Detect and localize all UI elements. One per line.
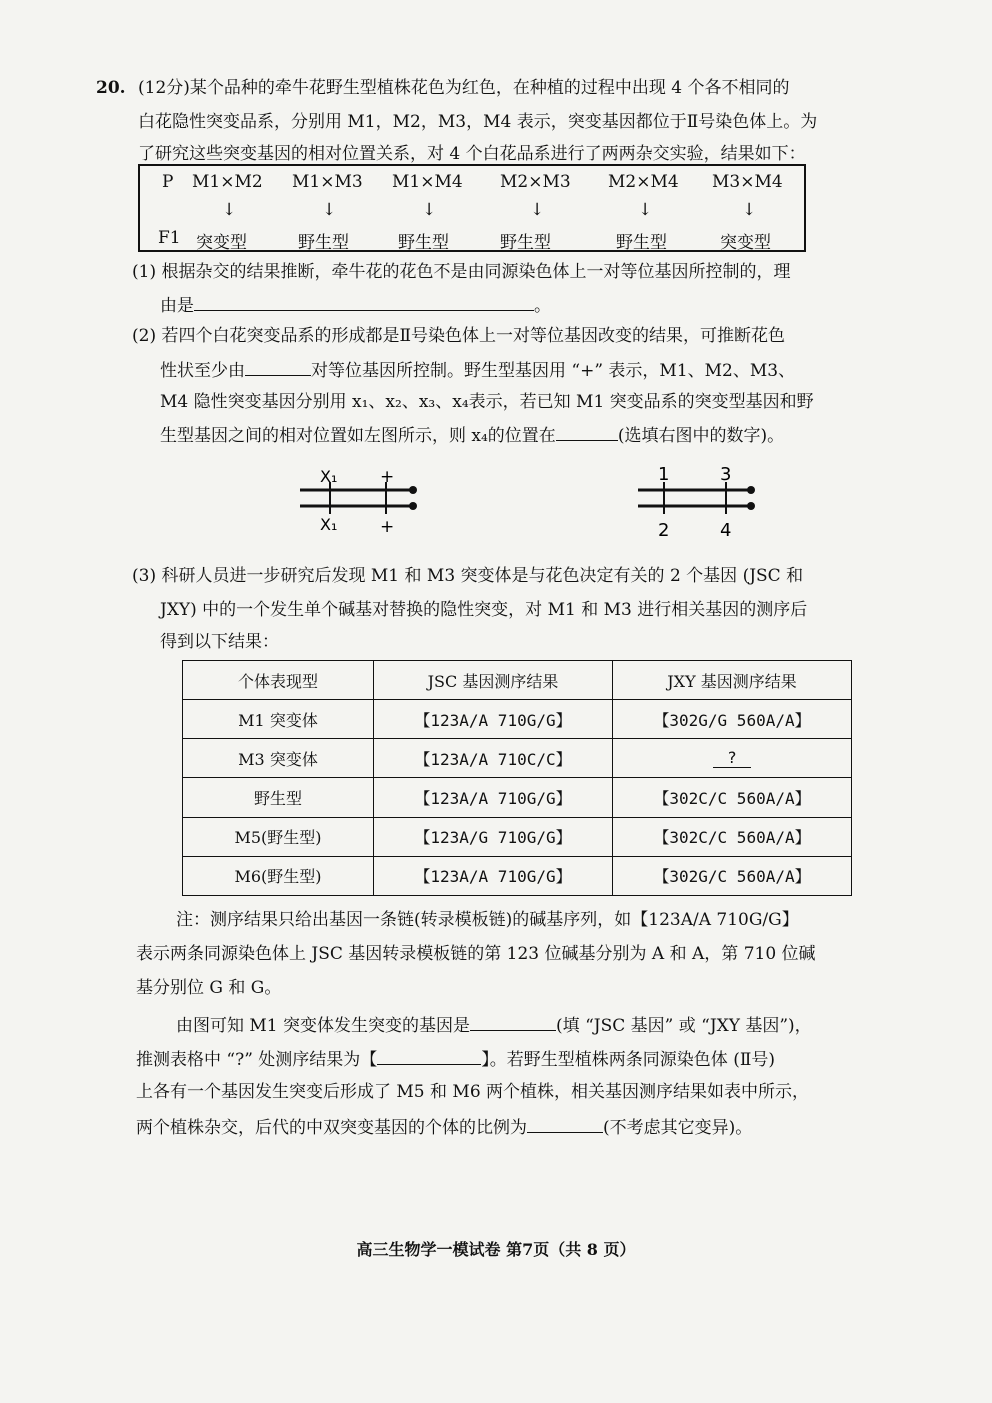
cross-pair: M1×M3 [292, 172, 363, 192]
arrow-icon: ↓ [638, 200, 653, 220]
table-cell: 【123A/A 710G/G】 [374, 700, 613, 739]
cross-pair: M2×M4 [608, 172, 679, 192]
table-cell: M6(野生型) [183, 856, 374, 895]
table-cell: M1 突变体 [183, 700, 374, 739]
answer-blank-1[interactable] [194, 294, 534, 311]
table-cell: 野生型 [183, 778, 374, 817]
cross-pair: M3×M4 [712, 172, 783, 192]
arrow-icon: ↓ [322, 200, 337, 220]
answer-blank-4[interactable] [470, 1014, 556, 1031]
left-bot-b: + [380, 517, 395, 537]
question-number: 20. [96, 78, 126, 98]
table-header: JSC 基因测序结果 [374, 661, 613, 700]
chromosome-diagram-right [628, 460, 778, 542]
left-bot-a: X₁ [320, 515, 338, 534]
cross-pair: M1×M4 [392, 172, 463, 192]
note-line-3: 基分别位 G 和 G。 [136, 978, 282, 998]
note-line-2: 表示两条同源染色体上 JSC 基因转录模板链的第 123 位碱基分别为 A 和 A，第 710 位碱 [136, 944, 816, 964]
table-cell: 【302G/C 560A/A】 [613, 856, 852, 895]
answer-blank-5[interactable] [377, 1048, 481, 1065]
cross-pair: M2×M3 [500, 172, 571, 192]
part2-line-2: 性状至少由 对等位基因所控制。野生型基因用 “+” 表示，M1、M2、M3、 [160, 361, 796, 381]
cross-pair: M1×M2 [192, 172, 263, 192]
chromosome-diagram-left [290, 460, 440, 540]
table-cell: 【123A/A 710C/C】 [374, 739, 613, 778]
table-cell: M5(野生型) [183, 817, 374, 856]
final-line-2: 推测表格中 “?” 处测序结果为【 】。若野生型植株两条同源染色体 (Ⅱ号) [136, 1050, 776, 1070]
cross-result: 突变型 [720, 233, 771, 253]
right-bot-a: 2 [658, 520, 670, 541]
arrow-icon: ↓ [742, 200, 757, 220]
table-cell: 【123A/A 710G/G】 [374, 856, 613, 895]
part2-line-4: 生型基因之间的相对位置如左图所示，则 x₄的位置在 (选填右图中的数字)。 [160, 426, 785, 446]
answer-blank-6[interactable] [527, 1116, 603, 1133]
arrow-icon: ↓ [530, 200, 545, 220]
table-header: 个体表现型 [183, 661, 374, 700]
table-cell: M3 突变体 [183, 739, 374, 778]
table-row [183, 817, 852, 856]
f1-label: F1 [158, 228, 181, 248]
table-cell: 【123A/A 710G/G】 [374, 778, 613, 817]
part1-line-1: (1) 根据杂交的结果推断，牵牛花的花色不是由同源染色体上一对等位基因所控制的，理 [132, 262, 791, 282]
table-header: JXY 基因测序结果 [613, 661, 852, 700]
right-top-b: 3 [720, 464, 732, 485]
right-bot-b: 4 [720, 520, 732, 541]
table-cell: 【123A/G 710G/G】 [374, 817, 613, 856]
cross-result: 野生型 [398, 233, 449, 253]
part2-line-3: M4 隐性突变基因分别用 x₁、x₂、x₃、x₄表示，若已知 M1 突变品系的突变型基因和野 [160, 392, 814, 412]
final-line-3: 上各有一个基因发生突变后形成了 M5 和 M6 两个植株，相关基因测序结果如表中所示， [136, 1082, 810, 1102]
cross-result: 野生型 [616, 233, 667, 253]
cross-result: 野生型 [298, 233, 349, 253]
answer-blank-2[interactable] [245, 359, 311, 376]
right-top-a: 1 [658, 464, 670, 485]
part2-line-1: (2) 若四个白花突变品系的形成都是Ⅱ号染色体上一对等位基因改变的结果，可推断花色 [132, 326, 786, 346]
part3-line-1: (3) 科研人员进一步研究后发现 M1 和 M3 突变体是与花色决定有关的 2 个基因 (JSC 和 [132, 566, 804, 586]
table-header-row [183, 661, 852, 700]
note-line-1: 注：测序结果只给出基因一条链(转录模板链)的碱基序列，如【123A/A 710G/G】 [176, 910, 799, 930]
question-text-line-2: 白花隐性突变品系，分别用 M1，M2，M3，M4 表示，突变基因都位于Ⅱ号染色体上。为 [138, 112, 818, 132]
unknown-mark: ? [713, 748, 751, 768]
table-row [183, 700, 852, 739]
cross-result: 突变型 [196, 233, 247, 253]
cross-result: 野生型 [500, 233, 551, 253]
cross-results-box [138, 164, 806, 252]
part3-line-2: JXY) 中的一个发生单个碱基对替换的隐性突变，对 M1 和 M3 进行相关基因的测序后 [160, 600, 808, 620]
final-line-1: 由图可知 M1 突变体发生突变的基因是 (填 “JSC 基因” 或 “JXY 基因”)， [176, 1016, 812, 1036]
table-cell: 【302C/C 560A/A】 [613, 778, 852, 817]
sequencing-table [182, 660, 852, 896]
table-row [183, 778, 852, 817]
final-line-4: 两个植株杂交，后代的中双突变基因的个体的比例为 (不考虑其它变异)。 [136, 1118, 753, 1138]
left-top-b: + [380, 467, 395, 487]
question-text-line-1: (12分)某个品种的牵牛花野生型植株花色为红色，在种植的过程中出现 4 个各不相同的 [138, 78, 790, 98]
question-text-line-3: 了研究这些突变基因的相对位置关系，对 4 个白花品系进行了两两杂交实验，结果如下： [138, 144, 806, 164]
table-cell: 【302C/C 560A/A】 [613, 817, 852, 856]
table-row [183, 739, 852, 778]
part1-line-2: 由是 。 [160, 296, 551, 316]
part3-line-3: 得到以下结果： [160, 632, 279, 652]
table-row [183, 856, 852, 895]
arrow-icon: ↓ [222, 200, 237, 220]
table-cell [613, 739, 852, 778]
answer-blank-3[interactable] [556, 424, 618, 441]
left-top-a: X₁ [320, 467, 338, 486]
page-footer: 高三生物学一模试卷 第7页（共 8 页） [356, 1240, 636, 1259]
arrow-icon: ↓ [422, 200, 437, 220]
table-cell: 【302G/G 560A/A】 [613, 700, 852, 739]
p-label: P [162, 172, 174, 192]
